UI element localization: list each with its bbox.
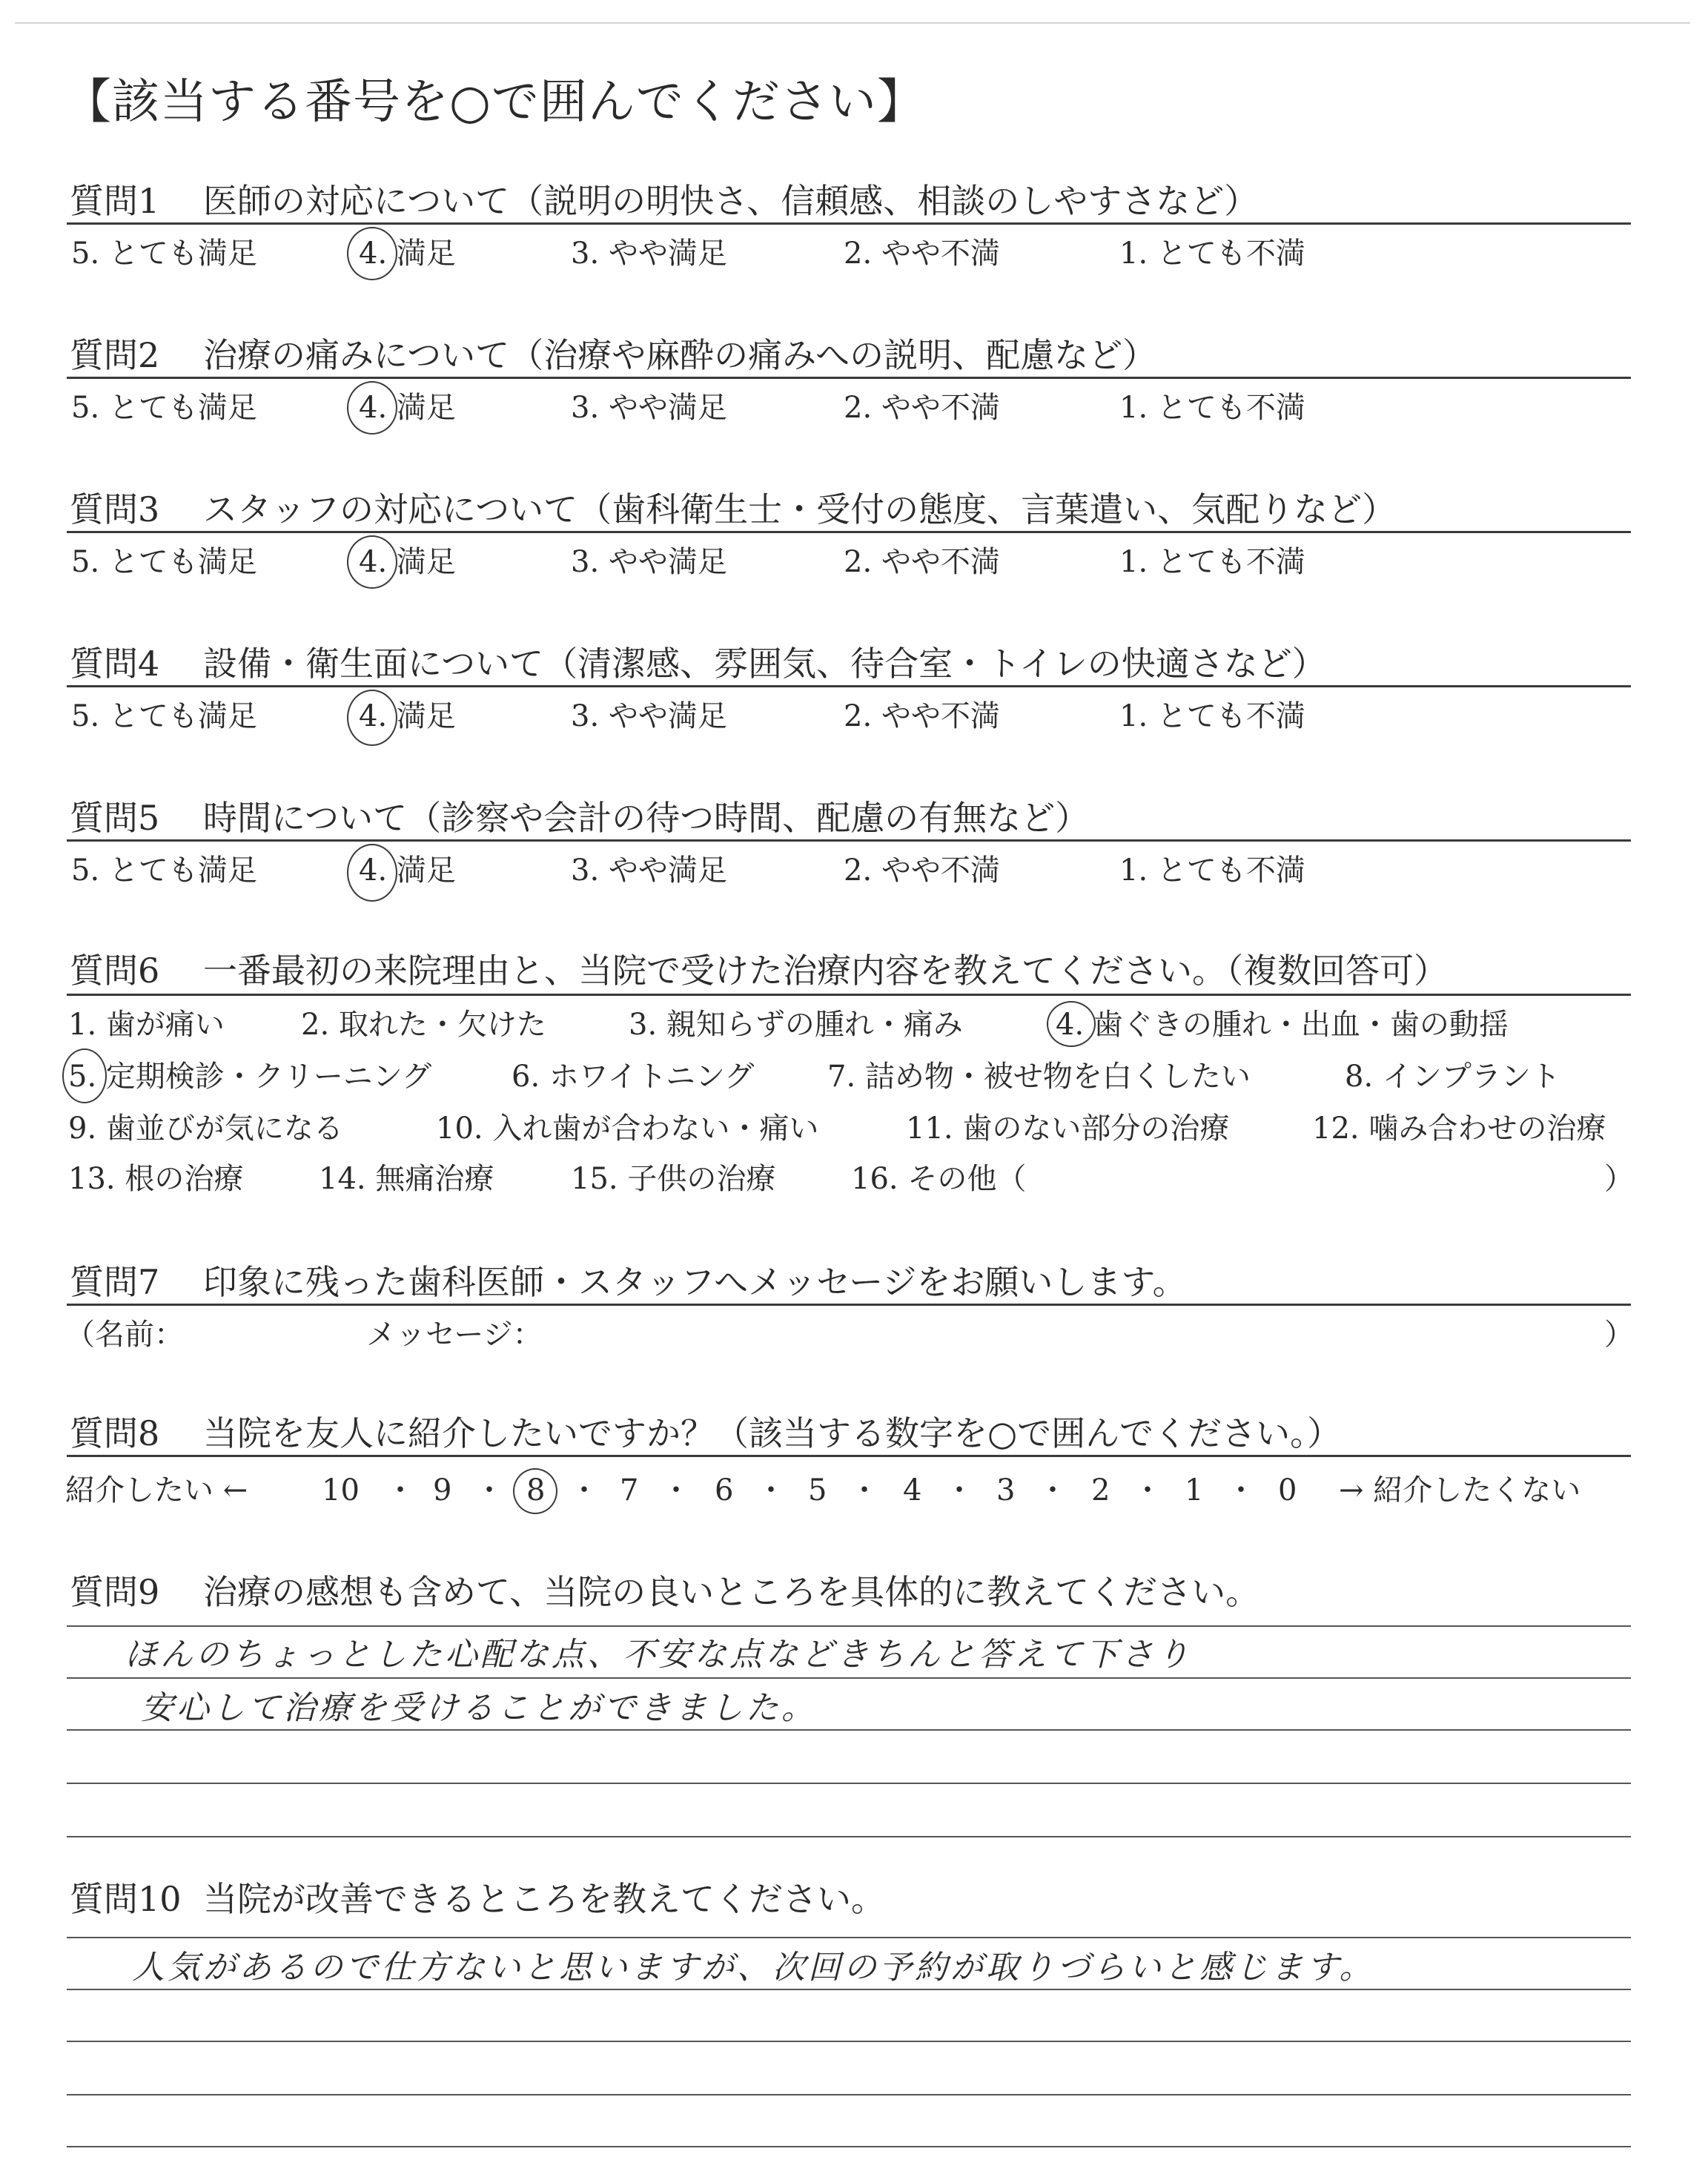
question-8-title: [70, 1412, 1341, 1455]
option-1[interactable]: 1. とても不満: [1119, 699, 1305, 733]
reason-option-13[interactable]: 13. 根の治療: [68, 1162, 244, 1196]
option-2[interactable]: 2. やや不満: [844, 545, 1000, 579]
option-5[interactable]: 5. とても満足: [71, 237, 257, 271]
question-number: 質問3: [70, 489, 160, 529]
reason-option-9[interactable]: 9. 歯並びが気になる: [68, 1112, 343, 1146]
selected-answer-circle: [347, 844, 397, 902]
reason-option-11[interactable]: 11. 歯のない部分の治療: [906, 1112, 1230, 1146]
option-3[interactable]: 3. やや満足: [571, 545, 727, 579]
option-1[interactable]: 1. とても不満: [1119, 391, 1305, 425]
reason-option-10[interactable]: 10. 入れ歯が合わない・痛い: [436, 1112, 819, 1146]
question-1-rule: [67, 222, 1631, 225]
option-1[interactable]: 1. とても不満: [1119, 853, 1305, 888]
question-6-rule: [67, 994, 1631, 996]
selected-answer-circle: [347, 690, 397, 746]
reason-option-12[interactable]: 12. 噛み合わせの治療: [1312, 1112, 1606, 1146]
option-4[interactable]: 4. 満足: [359, 853, 456, 888]
question-text: 治療の感想も含めて、当院の良いところを具体的に教えてください。: [203, 1572, 1260, 1612]
question-10-title: [70, 1877, 885, 1920]
answer-line: [67, 1989, 1631, 1990]
reason-option-3[interactable]: 3. 親知らずの腫れ・痛み: [629, 1008, 963, 1042]
name-label: （名前：: [65, 1318, 184, 1352]
reason-option-1[interactable]: 1. 歯が痛い: [68, 1008, 225, 1042]
scale-dot: ・: [385, 1473, 415, 1507]
question-text: 当院を友人に紹介したいですか？（該当する数字を○で囲んでください。）: [203, 1413, 1342, 1453]
reason-option-2[interactable]: 2. 取れた・欠けた: [301, 1008, 546, 1042]
option-5[interactable]: 5. とても満足: [71, 853, 257, 888]
handwritten-improvement-line-1: 人気があるので仕方ないと思いますが、次回の予約が取りづらいと感じます。: [132, 1949, 1375, 1986]
score-3[interactable]: 3: [996, 1473, 1016, 1507]
question-text: 設備・衛生面について（清潔感、雰囲気、待合室・トイレの快適さなど）: [203, 644, 1326, 684]
question-4-title: [70, 642, 1326, 685]
scale-dot: ・: [661, 1473, 691, 1507]
reason-option-14[interactable]: 14. 無痛治療: [319, 1162, 494, 1196]
option-3[interactable]: 3. やや満足: [571, 237, 727, 271]
score-6[interactable]: 6: [715, 1473, 734, 1507]
score-1[interactable]: 1: [1185, 1473, 1204, 1507]
question-2-rule: [67, 377, 1631, 379]
score-7[interactable]: 7: [620, 1473, 639, 1507]
option-3[interactable]: 3. やや満足: [571, 853, 727, 888]
option-4[interactable]: 4. 満足: [359, 237, 456, 271]
selected-answer-circle: [347, 381, 397, 435]
option-4[interactable]: 4. 満足: [359, 545, 456, 579]
question-number: 質問1: [70, 181, 160, 221]
answer-line: [67, 1729, 1631, 1731]
question-7-rule: [67, 1304, 1631, 1306]
question-number: 質問8: [70, 1413, 160, 1453]
survey-heading: 【該当する番号を○で囲んでください】: [64, 75, 925, 130]
question-1-title: [70, 179, 1258, 222]
question-text: 治療の痛みについて（治療や麻酔の痛みへの説明、配慮など）: [203, 335, 1157, 375]
question-text: 医師の対応について（説明の明快さ、信頼感、相談のしやすさなど）: [203, 181, 1259, 221]
option-3[interactable]: 3. やや満足: [571, 391, 727, 425]
question-number: 質問5: [70, 798, 160, 838]
score-2[interactable]: 2: [1091, 1473, 1110, 1507]
question-5-title: [70, 796, 1089, 839]
option-2[interactable]: 2. やや不満: [844, 853, 1000, 888]
answer-line: [67, 1625, 1631, 1627]
recommend-left-label: 紹介したい ←: [65, 1473, 248, 1507]
question-number: 質問10: [70, 1879, 182, 1919]
selected-answer-circle: [347, 535, 397, 589]
option-5[interactable]: 5. とても満足: [71, 699, 257, 733]
reason-option-4[interactable]: 4. 歯ぐきの腫れ・出血・歯の動揺: [1056, 1008, 1509, 1042]
score-10[interactable]: 10: [322, 1473, 360, 1507]
option-1[interactable]: 1. とても不満: [1119, 237, 1305, 271]
scale-dot: ・: [756, 1473, 786, 1507]
top-border: [15, 22, 1690, 24]
answer-line: [67, 1836, 1631, 1837]
reason-option-16[interactable]: 16. その他（: [851, 1162, 1027, 1196]
answer-line: [67, 1677, 1631, 1679]
question-2-title: [70, 334, 1156, 377]
selected-reason-4-circle: [1047, 1001, 1096, 1047]
scale-dot: ・: [1038, 1473, 1068, 1507]
question-number: 質問6: [70, 951, 160, 991]
selected-answer-circle: [347, 227, 397, 280]
handwritten-answer-line-2: 安心して治療を受けることができました。: [141, 1689, 817, 1727]
reason-option-6[interactable]: 6. ホワイトニング: [512, 1060, 755, 1094]
answer-line: [67, 1937, 1631, 1938]
option-1[interactable]: 1. とても不満: [1119, 545, 1305, 579]
question-text: スタッフの対応について（歯科衛生士・受付の態度、言葉遣い、気配りなど）: [203, 489, 1397, 529]
question-text: 一番最初の来院理由と、当院で受けた治療内容を教えてください。（複数回答可）: [203, 951, 1448, 991]
question-number: 質問2: [70, 335, 160, 375]
question-4-rule: [67, 685, 1631, 687]
option-5[interactable]: 5. とても満足: [71, 391, 257, 425]
question-9-title: [70, 1571, 1260, 1614]
scale-dot: ・: [474, 1473, 504, 1507]
score-9[interactable]: 9: [433, 1473, 452, 1507]
question-7-title: [70, 1261, 1187, 1304]
reason-option-15[interactable]: 15. 子供の治療: [571, 1162, 776, 1196]
score-5[interactable]: 5: [808, 1473, 827, 1507]
message-close-paren: ）: [1604, 1318, 1634, 1352]
selected-score-circle: [513, 1468, 557, 1514]
answer-line: [67, 1783, 1631, 1784]
scale-dot: ・: [850, 1473, 879, 1507]
scale-dot: ・: [1226, 1473, 1256, 1507]
question-6-title: [70, 949, 1448, 992]
recommend-right-label: → 紹介したくない: [1339, 1473, 1581, 1507]
answer-line: [67, 2094, 1631, 2095]
option-4[interactable]: 4. 満足: [359, 391, 456, 425]
question-number: 質問9: [70, 1572, 160, 1612]
score-8[interactable]: 8: [526, 1473, 546, 1507]
other-close-paren: ）: [1604, 1162, 1634, 1196]
message-label: メッセージ：: [366, 1318, 543, 1352]
scale-dot: ・: [569, 1473, 599, 1507]
question-text: 当院が改善できるところを教えてください。: [203, 1879, 885, 1919]
option-4[interactable]: 4. 満足: [359, 699, 456, 733]
selected-reason-5-circle: [62, 1048, 107, 1103]
question-number: 質問4: [70, 644, 160, 684]
score-4[interactable]: 4: [903, 1473, 922, 1507]
question-5-rule: [67, 839, 1631, 842]
answer-line: [67, 2146, 1631, 2147]
score-0[interactable]: 0: [1278, 1473, 1297, 1507]
reason-option-7[interactable]: 7. 詰め物・被せ物を白くしたい: [827, 1060, 1251, 1094]
option-2[interactable]: 2. やや不満: [844, 699, 1000, 733]
scale-dot: ・: [944, 1473, 974, 1507]
question-3-title: [70, 488, 1396, 531]
question-3-rule: [67, 531, 1631, 533]
reason-option-8[interactable]: 8. インプラント: [1345, 1060, 1560, 1094]
question-text: 時間について（診察や会計の待つ時間、配慮の有無など）: [203, 798, 1090, 838]
question-8-rule: [67, 1455, 1631, 1457]
reason-option-5[interactable]: 5. 定期検診・クリーニング: [68, 1060, 432, 1094]
scale-dot: ・: [1133, 1473, 1162, 1507]
question-text: 印象に残った歯科医師・スタッフへメッセージをお願いします。: [203, 1262, 1187, 1302]
option-3[interactable]: 3. やや満足: [571, 699, 727, 733]
answer-line: [67, 2041, 1631, 2042]
handwritten-answer-line-1: ほんのちょっとした心配な点、不安な点などきちんと答えて下さり: [125, 1636, 1192, 1674]
option-2[interactable]: 2. やや不満: [844, 237, 1000, 271]
question-number: 質問7: [70, 1262, 160, 1302]
option-2[interactable]: 2. やや不満: [844, 391, 1000, 425]
option-5[interactable]: 5. とても満足: [71, 545, 257, 579]
